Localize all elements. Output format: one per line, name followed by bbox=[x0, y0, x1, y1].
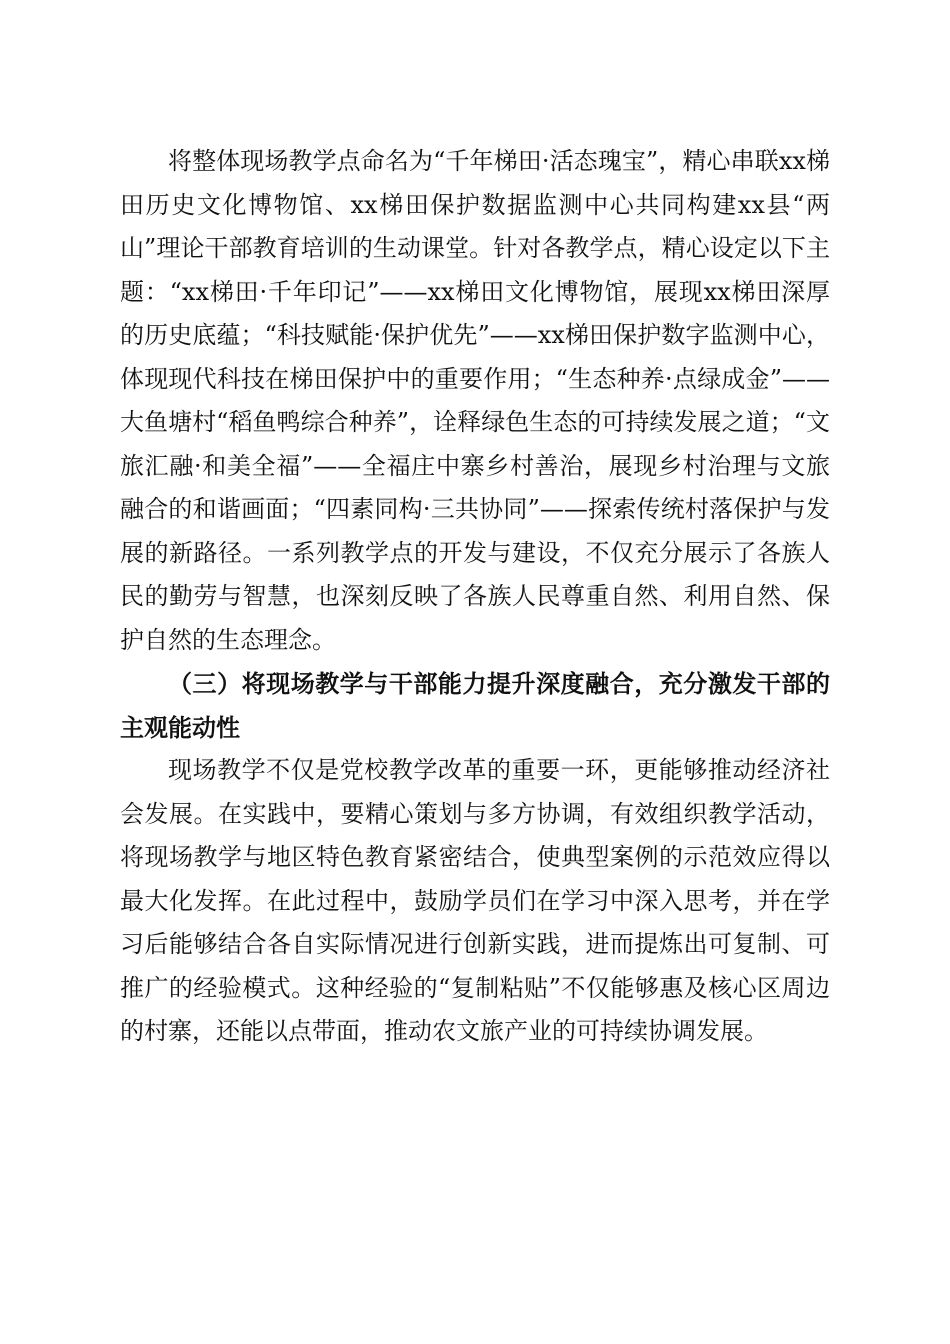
document-body bbox=[120, 140, 830, 1054]
paragraph-field-teaching: 现场教学不仅是党校教学改革的重要一环，更能够推动经济社会发展。在实践中，要精心策划与多方协调，有效组织教学活动，将现场教学与地区特色教育紧密结合，使典型案例的示范效应得以最大化发挥。在此过程中，鼓励学员们在学习中深入思考，并在学习后能够结合各自实际情况进行创新实践，进而提炼出可复制、可推广的经验模式。这种经验的“复制粘贴”不仅能够惠及核心区周边的村寨，还能以点带面，推动农文旅产业的可持续协调发展。 bbox=[120, 756, 830, 1045]
paragraph-teaching-sites: 将整体现场教学点命名为“千年梯田·活态瑰宝”，精心串联xx梯田历史文化博物馆、xx梯田保护数据监测中心共同构建xx县“两山”理论干部教育培训的生动课堂。针对各教学点，精心设定以下主题：“xx梯田·千年印记”——xx梯田文化博物馆，展现xx梯田深厚的历史底蕴；“科技赋能·保护优先”——xx梯田保护数字监测中心，体现现代科技在梯田保护中的重要作用；“生态种养·点绿成金”——大鱼塘村“稻鱼鸭综合种养”，诠释绿色生态的可持续发展之道；“文旅汇融·和美全福”——全福庄中寨乡村善治，展现乡村治理与文旅融合的和谐画面；“四素同构·三共协同”——探索传统村落保护与发展的新路径。一系列教学点的开发与建设，不仅充分展示了各族人民的勤劳与智慧，也深刻反映了各族人民尊重自然、利用自然、保护自然的生态理念。 bbox=[120, 147, 830, 654]
section-heading-3: （三）将现场教学与干部能力提升深度融合，充分激发干部的主观能动性 bbox=[120, 669, 830, 742]
